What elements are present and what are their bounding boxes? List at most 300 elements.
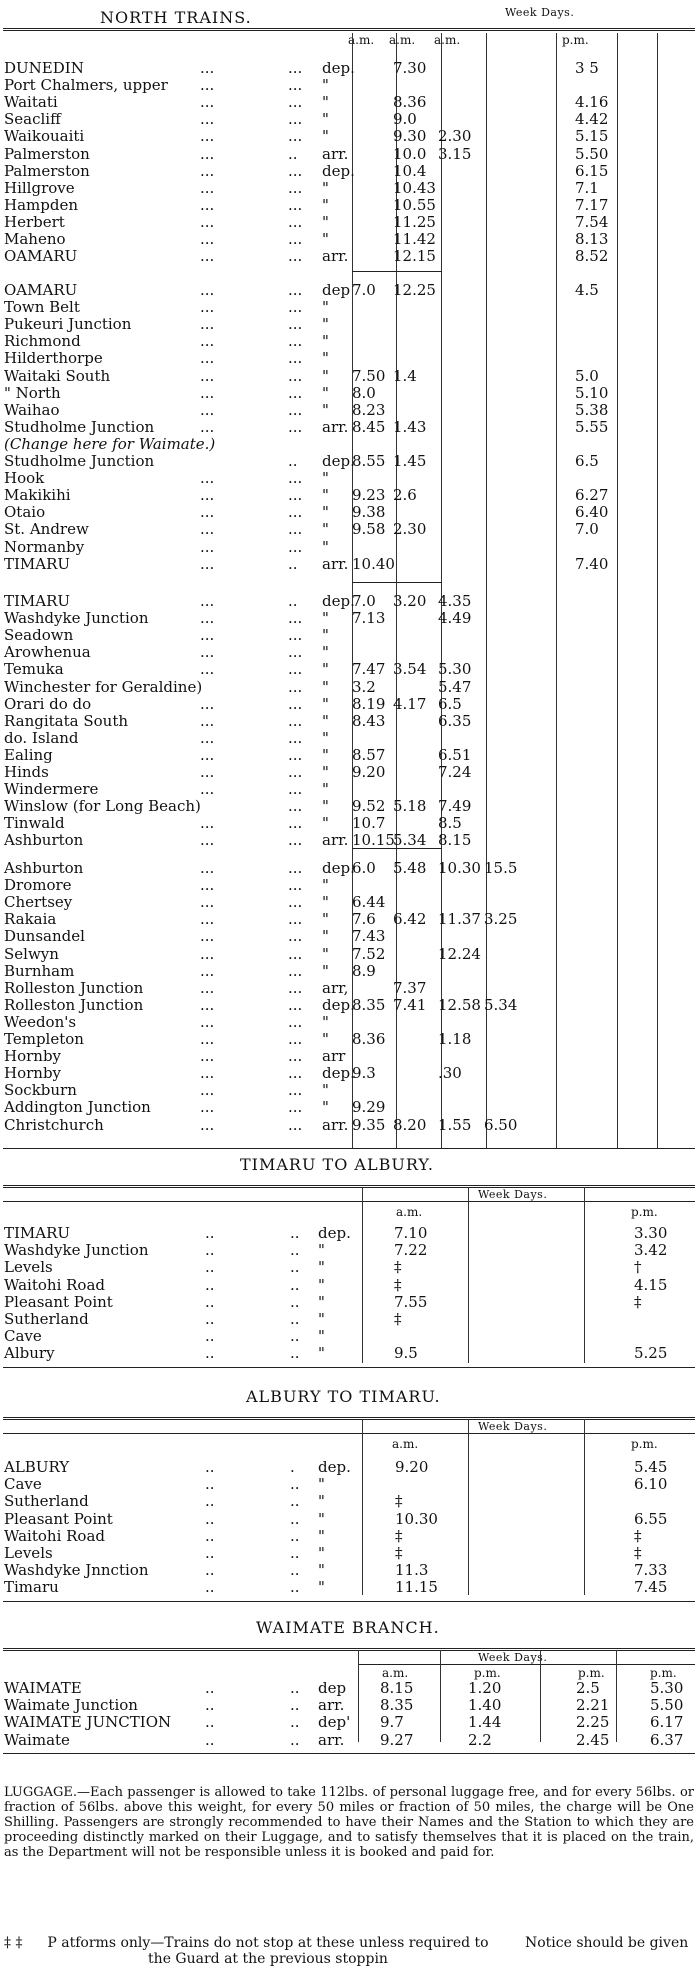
departure-time: 8.36 [393,93,427,112]
waimate-col-header: a.m. [382,1666,409,1680]
leader-dots: ... [200,1081,215,1100]
station-name: Waimate Junction [4,1696,138,1715]
departure-time: ‡ [395,1526,403,1545]
departure-time: 7.13 [352,609,386,628]
arr-dep-marker: " [322,298,329,317]
leader-dots: ... [200,144,215,163]
timaru_albury-bottom-rule [3,1367,695,1368]
station-name: Hornby [4,1047,62,1066]
departure-time: ‡ [634,1292,642,1311]
north-col-header-2: a.m. [434,33,461,47]
departure-time: 11.42 [393,230,436,248]
departure-time: 6.50 [484,1115,518,1134]
departure-time: 10.43 [393,178,436,197]
luggage-notice: LUGGAGE.—Each passenger is allowed to take 112lbs. of personal luggage free, and for every 56lbs. or fraction of 56lbs. above this weight, for every 50 miles or fraction of 50 miles, the charge will be One Shilling. Passengers are strongly recommended to have their Names and the Station to which they are proceeding distinctly marked on their Luggage, and to satisfy themselves that it is placed on the train, as the Department will not be responsible unless it is booked and paid for. [4,1785,694,1860]
departure-time: 7.33 [634,1561,668,1580]
north-bottom-rule [3,1148,695,1149]
station-name: Rakaia [4,910,57,929]
departure-time: 7.50 [352,366,386,385]
departure-time: 12.25 [393,281,436,299]
leader-dots: .. [205,1544,215,1562]
arr-dep-marker: dep. [322,1064,355,1083]
arr-dep-marker: arr. [322,144,349,163]
north-trains-title: NORTH TRAINS. [100,8,252,27]
station-name: Hilderthorpe [4,349,103,368]
departure-time: 11.15 [395,1578,438,1597]
departure-time: 7.37 [393,978,427,997]
departure-time: 11.3 [395,1561,429,1580]
arr-dep-marker: " [322,626,329,645]
departure-time: 8.35 [352,995,386,1014]
arr-dep-marker: " [318,1258,325,1277]
leader-dots: ... [200,178,215,197]
arr-dep-marker: " [322,537,329,556]
leader-dots: ... [288,212,303,231]
north-col-rule [657,33,658,1148]
station-name: Hinds [4,763,49,781]
leader-dots: .. [205,1327,215,1346]
departure-time: 8.52 [575,247,609,266]
arr-dep-marker: " [322,383,329,402]
leader-dots: ... [288,814,303,833]
departure-time: 6.51 [438,745,472,764]
leader-dots: ... [288,944,303,963]
arr-dep-marker: " [322,961,329,980]
leader-dots: ... [200,763,215,781]
leader-dots: ... [200,1115,215,1134]
leader-dots: ... [200,876,215,895]
station-name: Waikouaiti [4,127,85,146]
leader-dots: ... [200,537,215,556]
station-name: do. Island [4,728,79,747]
departure-time: 6.17 [650,1713,684,1732]
departure-time: 9.5 [394,1344,418,1363]
albury_timaru-week-days: Week Days. [478,1420,548,1433]
arr-dep-marker: " [322,230,329,248]
departure-time: 10.4 [393,161,427,180]
departure-time: 10.30 [395,1509,438,1528]
timaru_albury-col-header: p.m. [631,1205,658,1219]
albury_timaru-col-rule [468,1419,469,1595]
departure-time: 7.47 [352,660,386,679]
arr-dep-marker: " [322,503,329,522]
arr-dep-marker: dep. [322,592,355,610]
leader-dots: .. [205,1310,215,1328]
leader-dots: ... [200,1098,215,1117]
arr-dep-marker: " [322,609,329,628]
leader-dots: ... [288,1012,303,1031]
arr-dep-marker: " [318,1578,325,1597]
departure-time: 8.23 [352,400,386,419]
timaru_albury-week-days: Week Days. [478,1188,548,1201]
arr-dep-marker: " [322,520,329,539]
station-name: Waitohi Road [4,1275,106,1294]
departure-time: 5.47 [438,677,472,696]
leader-dots: ... [200,349,215,368]
leader-dots: .. [290,1292,300,1311]
departure-time: .30 [438,1064,462,1083]
arr-dep-marker: " [318,1327,325,1346]
leader-dots: ... [200,195,215,214]
leader-dots: ... [288,315,303,334]
departure-time: 10.7 [352,814,386,833]
leader-dots: ... [200,486,215,505]
leader-dots: ... [200,1012,215,1031]
arr-dep-marker: arr. [322,554,349,573]
north-col-rule [352,33,353,1148]
departure-time: 9.3 [352,1064,376,1083]
departure-time: 5.34 [484,995,518,1014]
leader-dots: .. [290,1696,300,1715]
leader-dots: ... [288,76,303,95]
arr-dep-marker: dep [322,281,351,299]
arr-dep-marker: " [322,1030,329,1048]
arr-dep-marker: arr. [322,1115,349,1134]
departure-time: 7.22 [394,1241,428,1260]
station-name: Winchester for Geraldine) [4,677,203,696]
station-name: Sutherland [4,1310,89,1328]
departure-time: 8.57 [352,745,386,764]
leader-dots: ... [288,763,303,781]
leader-dots: ... [200,780,215,799]
departure-time: 3.15 [438,144,472,163]
leader-dots: ... [288,745,303,764]
departure-time: 10.30 [438,859,481,877]
departure-time: 10.40 [352,554,395,573]
leader-dots: ... [288,469,303,488]
leader-dots: ... [288,400,303,419]
departure-time: 3.30 [634,1224,668,1242]
leader-dots: ... [200,1030,215,1048]
leader-dots: ... [200,1064,215,1083]
departure-time: 7.1 [575,178,599,197]
leader-dots: ... [288,660,303,679]
departure-time: 12.58 [438,995,481,1014]
departure-time: 11.25 [393,212,436,231]
arr-dep-marker: " [322,745,329,764]
leader-dots: .. [290,1344,300,1363]
station-name: Ealing [4,745,53,764]
departure-time: 6.35 [438,711,472,730]
leader-dots: ... [200,728,215,747]
leader-dots: ... [200,660,215,679]
timaru_albury-top-rule-2 [3,1187,695,1188]
leader-dots: .. [290,1241,300,1260]
departure-time: 6.44 [352,893,386,912]
leader-dots: ... [288,486,303,505]
departure-time: ‡ [634,1544,642,1562]
departure-time: 9.27 [380,1730,414,1749]
leader-dots: ... [288,366,303,385]
station-name: Temuka [4,660,64,679]
arr-dep-marker: " [318,1310,325,1328]
departure-time: 9.52 [352,797,386,816]
station-name: " North [4,383,61,402]
arr-dep-marker: " [318,1492,325,1511]
leader-dots: ... [288,1115,303,1134]
leader-dots: ... [200,366,215,385]
station-name: St. Andrew [4,520,89,539]
departure-time: † [634,1258,642,1277]
arr-dep-marker: " [322,643,329,662]
station-name: Hampden [4,195,78,214]
leader-dots: ... [288,281,303,299]
arr-dep-marker: dep. [322,161,355,180]
waimate-col-rule [358,1650,359,1742]
arr-dep-marker: " [322,677,329,696]
arr-dep-marker: " [318,1475,325,1494]
arr-dep-marker: " [322,711,329,730]
north-top-rule-2 [3,30,695,31]
departure-time: 7.30 [393,59,427,77]
departure-time: 10.55 [393,195,436,214]
leader-dots: ... [200,944,215,963]
north-col-rule [556,33,557,1148]
arr-dep-marker: dep. [318,1224,351,1242]
leader-dots: .. [290,1679,300,1697]
departure-time: 1.40 [468,1696,502,1715]
departure-time: 2.6 [393,486,417,505]
leader-dots: ... [288,383,303,402]
leader-dots: .. [290,1475,300,1494]
arr-dep-marker: " [322,400,329,419]
arr-dep-marker: " [318,1344,325,1363]
departure-time: 6.5 [575,452,599,470]
departure-time: 6.0 [352,859,376,877]
departure-time: 9.38 [352,503,386,522]
leader-dots: ... [288,1030,303,1048]
departure-time: 5.45 [634,1458,668,1476]
leader-dots: ... [200,127,215,146]
departure-time: ‡ [394,1310,402,1328]
departure-time: 7.43 [352,927,386,946]
arr-dep-marker: " [318,1509,325,1528]
leader-dots: ... [200,503,215,522]
departure-time: 9.0 [393,110,417,129]
waimate-col-header: p.m. [578,1666,605,1680]
leader-dots: .. [205,1258,215,1277]
departure-time: 7.17 [575,195,609,214]
timaru_albury-top-rule [3,1185,695,1186]
leader-dots: ... [200,927,215,946]
departure-time: 9.23 [352,486,386,505]
leader-dots: .. [290,1492,300,1511]
leader-dots: ... [200,383,215,402]
platform-symbol: ‡ ‡ [4,1935,23,1951]
leader-dots: ... [200,230,215,248]
arr-dep-marker: " [322,110,329,129]
station-name: Studholme Junction [4,417,155,436]
departure-time: 3.42 [634,1241,668,1260]
leader-dots: .. [205,1224,215,1242]
departure-time: 2.5 [576,1679,600,1697]
leader-dots: ... [288,677,303,696]
station-name: Seacliff [4,110,61,129]
albury_timaru-col-header: a.m. [392,1437,419,1451]
leader-dots: ... [200,711,215,730]
departure-time: 6.37 [650,1730,684,1749]
departure-time: 7.24 [438,763,472,781]
departure-time: 15.5 [484,859,518,877]
departure-time: 12.15 [393,247,436,266]
station-name: Waihao [4,400,60,419]
leader-dots: ... [200,520,215,539]
leader-dots: ... [288,927,303,946]
station-name: OAMARU [4,247,78,266]
leader-dots: ... [288,247,303,266]
departure-time: 5.15 [575,127,609,146]
arr-dep-marker: arr [322,1047,346,1066]
arr-dep-marker: " [322,1081,329,1100]
departure-time: 8.19 [352,694,386,713]
departure-time: 7.55 [394,1292,428,1311]
departure-time: ‡ [395,1544,403,1562]
arr-dep-marker: " [322,486,329,505]
station-name: Waitati [4,93,58,112]
leader-dots: .. [290,1578,300,1597]
departure-time: 1.43 [393,417,427,436]
leader-dots: ... [200,745,215,764]
leader-dots: ... [288,195,303,214]
station-name: Sockburn [4,1081,77,1100]
leader-dots: ... [288,910,303,929]
departure-time: 8.35 [380,1696,414,1715]
departure-time: 10.0 [393,144,427,163]
departure-time: 6.40 [575,503,609,522]
departure-time: 2.30 [438,127,472,146]
station-name: Windermere [4,780,99,799]
station-name: Ashburton [4,831,84,850]
leader-dots: .. [205,1561,215,1580]
leader-dots: ... [200,93,215,112]
departure-time: 7.6 [352,910,376,929]
station-name: Pleasant Point [4,1509,113,1528]
leader-dots: ... [200,332,215,351]
station-name: (Change here for Waimate.) [4,434,216,453]
departure-time: 12.24 [438,944,481,963]
departure-time: 2.25 [576,1713,610,1732]
departure-time: 5.48 [393,859,427,877]
arr-dep-marker: " [322,1098,329,1117]
station-name: Dunsandel [4,927,85,946]
departure-time: 9.35 [352,1115,386,1134]
departure-time: 8.20 [393,1115,427,1134]
departure-time: 8.36 [352,1030,386,1048]
leader-dots: ... [288,694,303,713]
departure-time: 1.4 [393,366,417,385]
station-name: Richmond [4,332,81,351]
departure-time: 2.45 [576,1730,610,1749]
station-name: Arowhenua [4,643,91,662]
departure-time: 5.38 [575,400,609,419]
station-name: Burnham [4,961,75,980]
station-name: DUNEDIN [4,59,84,77]
station-name: TIMARU [4,592,71,610]
departure-time: 6.5 [438,694,462,713]
arr-dep-marker: dep. [322,452,355,470]
leader-dots: ... [288,503,303,522]
departure-time: 2.30 [393,520,427,539]
departure-time: 8.9 [352,961,376,980]
arr-dep-marker: " [322,212,329,231]
albury_timaru-col-rule [584,1419,585,1595]
arr-dep-marker: " [318,1561,325,1580]
waimate-top-rule-2 [3,1650,695,1651]
arr-dep-marker: " [322,127,329,146]
leader-dots: .. [290,1258,300,1277]
leader-dots: ... [200,626,215,645]
platforms-only-note: P atforms only—Trains do not stop at these unless required to the Guard at the previous stoppin [47,1935,489,1967]
station-name: Waitaki South [4,366,111,385]
north-col-rule [617,33,618,1148]
leader-dots: .. [288,452,298,470]
station-name: Addington Junction [4,1098,151,1117]
leader-dots: ... [288,893,303,912]
station-name: Herbert [4,212,65,231]
waimate-top-rule [3,1648,695,1649]
leader-dots: .. [290,1327,300,1346]
arr-dep-marker: " [322,728,329,747]
arr-dep-marker: dep' [318,1713,351,1732]
leader-dots: .. [288,144,298,163]
arr-dep-marker: " [322,927,329,946]
albury_timaru-col-rule [362,1419,363,1595]
departure-time: 4.5 [575,281,599,299]
arr-dep-marker: " [322,876,329,895]
leader-dots: .. [290,1713,300,1732]
station-name: Studholme Junction [4,452,155,470]
station-name: Pleasant Point [4,1292,113,1311]
waimate-col-header: p.m. [650,1666,677,1680]
leader-dots: ... [288,127,303,146]
leader-dots: ... [288,797,303,816]
departure-time: ‡ [394,1275,402,1294]
departure-time: 4.35 [438,592,472,610]
departure-time: 9.20 [352,763,386,781]
departure-time: 6.27 [575,486,609,505]
waimate-header-rule [358,1664,695,1665]
station-name: Rolleston Junction [4,978,144,997]
station-name: Hillgrove [4,178,75,197]
departure-time: 4.16 [575,93,609,112]
station-name: ALBURY [4,1458,70,1476]
arr-dep-marker: arr. [318,1696,345,1715]
departure-time: 4.42 [575,110,609,129]
departure-time: 11.37 [438,910,481,929]
departure-time: 7.41 [393,995,427,1014]
departure-time: 3.25 [484,910,518,929]
departure-time: 7.0 [352,281,376,299]
leader-dots: ... [288,728,303,747]
timaru_albury-col-rule [584,1187,585,1363]
station-name: Timaru [4,1578,59,1597]
arr-dep-marker: " [322,195,329,214]
departure-time: 5.18 [393,797,427,816]
departure-time: 3 5 [575,59,599,77]
departure-time: 1.44 [468,1713,502,1732]
station-name: Rangitata South [4,711,129,730]
north-section-rule [352,582,442,583]
arr-dep-marker: " [322,814,329,833]
departure-time: 9.29 [352,1098,386,1117]
leader-dots: .. [290,1275,300,1294]
arr-dep-marker: dep. [322,859,355,877]
arr-dep-marker: " [322,780,329,799]
arr-dep-marker: arr. [322,417,349,436]
departure-time: 2.2 [468,1730,492,1749]
leader-dots: ... [288,520,303,539]
station-name: Town Belt [4,298,80,317]
